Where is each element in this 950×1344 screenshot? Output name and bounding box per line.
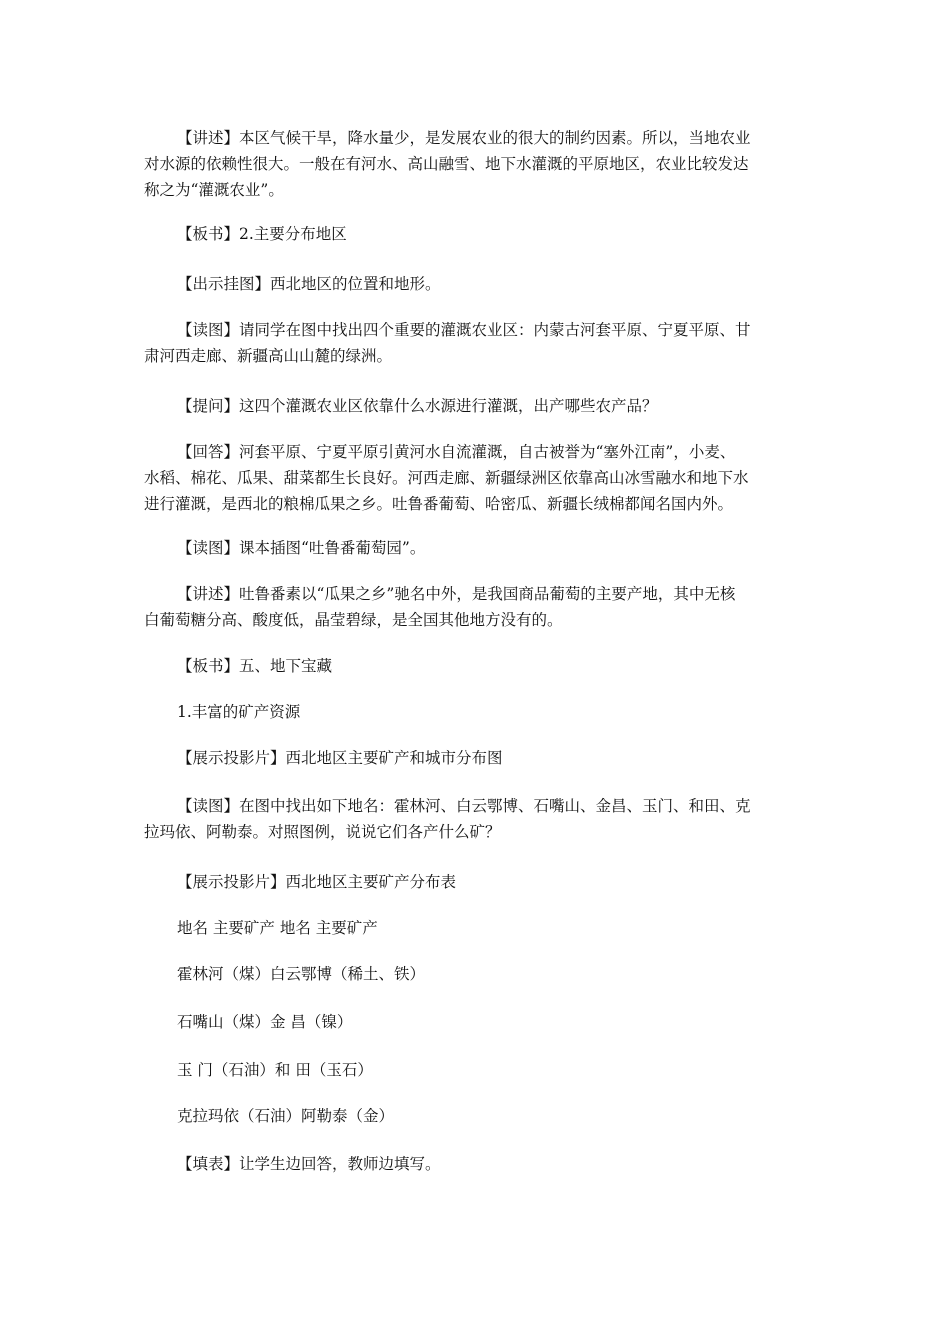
text-line: 玉 门（石油）和 田（玉石）	[177, 1061, 373, 1079]
paragraph	[144, 535, 808, 561]
paragraph	[144, 915, 808, 941]
text-line: 水稻、棉花、瓜果、甜菜都生长良好。河西走廊、新疆绿洲区依靠高山冰雪融水和地下水	[144, 469, 749, 487]
text-line: 【读图】请同学在图中找出四个重要的灌溉农业区：内蒙古河套平原、宁夏平原、甘	[177, 321, 751, 339]
text-line: 【展示投影片】西北地区主要矿产和城市分布图	[177, 749, 503, 767]
paragraph	[144, 961, 808, 987]
paragraph	[144, 869, 808, 895]
paragraph	[144, 271, 808, 297]
text-line: 进行灌溉，是西北的粮棉瓜果之乡。吐鲁番葡萄、哈密瓜、新疆长绒棉都闻名国内外。	[144, 495, 734, 513]
text-line: 称之为“灌溉农业”。	[144, 181, 284, 199]
text-line: 白葡萄糖分高、酸度低，晶莹碧绿，是全国其他地方没有的。	[144, 611, 563, 629]
paragraph	[144, 745, 808, 771]
paragraph	[144, 1057, 808, 1083]
text-line: 克拉玛依（石油）阿勒泰（金）	[177, 1107, 395, 1125]
text-line: 【提问】这四个灌溉农业区依靠什么水源进行灌溉，出产哪些农产品？	[177, 397, 658, 415]
text-line: 【讲述】吐鲁番素以“瓜果之乡”驰名中外，是我国商品葡萄的主要产地，其中无核	[177, 585, 736, 603]
text-line: 1.丰富的矿产资源	[177, 703, 301, 721]
paragraph	[144, 1151, 808, 1177]
text-line: 对水源的依赖性很大。一般在有河水、高山融雪、地下水灌溉的平原地区，农业比较发达	[144, 155, 749, 173]
paragraph	[144, 439, 808, 517]
text-line: 霍林河（煤）白云鄂博（稀土、铁）	[177, 965, 426, 983]
text-line: 【填表】让学生边回答，教师边填写。	[177, 1155, 441, 1173]
paragraph	[144, 793, 808, 845]
text-line: 拉玛依、阿勒泰。对照图例，说说它们各产什么矿？	[144, 823, 501, 841]
paragraph	[144, 393, 808, 419]
text-line: 【读图】在图中找出如下地名：霍林河、白云鄂博、石嘴山、金昌、玉门、和田、克	[177, 797, 751, 815]
text-line: 地名 主要矿产 地名 主要矿产	[177, 919, 378, 937]
text-line: 【板书】2.主要分布地区	[177, 225, 347, 243]
text-line: 【板书】五、地下宝藏	[177, 657, 333, 675]
text-line: 石嘴山（煤）金 昌（镍）	[177, 1013, 353, 1031]
text-line: 【讲述】本区气候干旱，降水量少，是发展农业的很大的制约因素。所以，当地农业	[177, 129, 751, 147]
paragraph	[144, 699, 808, 725]
paragraph	[144, 653, 808, 679]
paragraph	[144, 125, 808, 203]
text-line: 【回答】河套平原、宁夏平原引黄河水自流灌溉，自古被誉为“塞外江南”，小麦、	[177, 443, 736, 461]
text-line: 【读图】课本插图“吐鲁番葡萄园”。	[177, 539, 426, 557]
text-line: 【出示挂图】西北地区的位置和地形。	[177, 275, 441, 293]
paragraph	[144, 1009, 808, 1035]
text-line: 【展示投影片】西北地区主要矿产分布表	[177, 873, 457, 891]
paragraph	[144, 581, 808, 633]
text-line: 肃河西走廊、新疆高山山麓的绿洲。	[144, 347, 393, 365]
paragraph	[144, 317, 808, 369]
paragraph	[144, 1103, 808, 1129]
paragraph	[144, 221, 808, 247]
